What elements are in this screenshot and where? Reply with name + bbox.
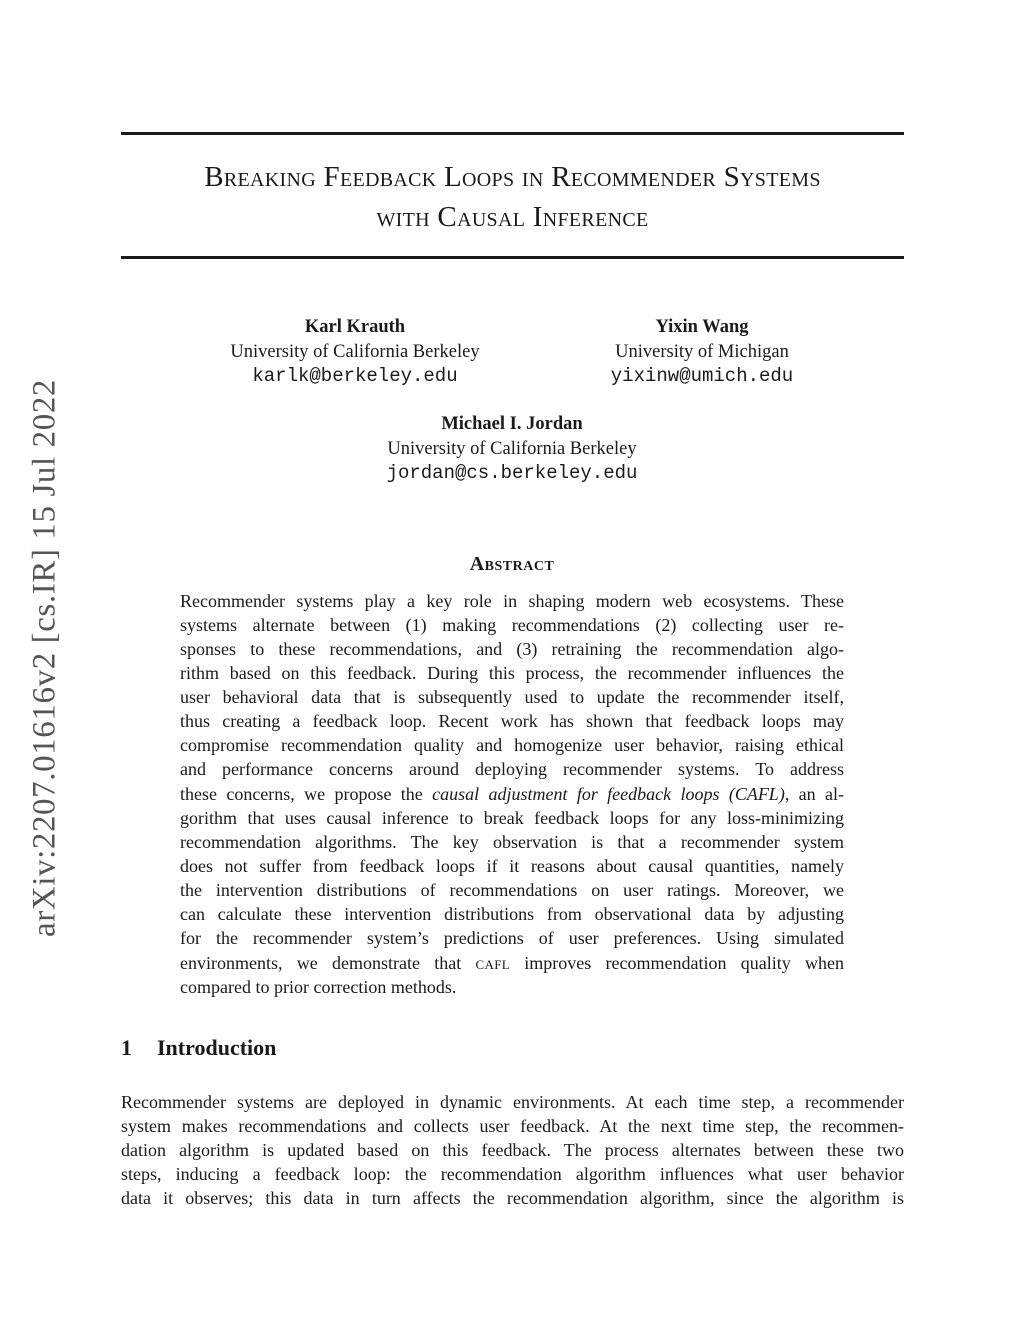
abstract-line: does not suffer from feedback loops if it reasons about causal quantities, namely: [180, 856, 844, 876]
author-affiliation: University of California Berkeley: [230, 341, 480, 362]
section-number: 1: [121, 1035, 132, 1060]
title-rule-top: [121, 132, 904, 135]
author-affiliation: University of California Berkeley: [387, 438, 637, 459]
arxiv-stamp: arXiv:2207.01616v2 [cs.IR] 15 Jul 2022: [26, 378, 63, 938]
author-email: jordan@cs.berkeley.edu: [386, 462, 638, 484]
author-block: [542, 315, 862, 389]
abstract-line: recommendation algorithms. The key observation is that a recommender system: [180, 832, 844, 852]
section-heading-introduction: [121, 1035, 276, 1061]
abstract-line: the intervention distributions of recommendations on user ratings. Moreover, we: [180, 880, 844, 900]
abstract-line: gorithm that uses causal inference to break feedback loops for any loss-minimizing: [180, 808, 844, 828]
paper-title-line-1: Breaking Feedback Loops in Recommender Systems: [204, 161, 821, 193]
author-name: Michael I. Jordan: [441, 414, 583, 434]
author-email: yixinw@umich.edu: [610, 365, 794, 387]
abstract-text: , an al-: [784, 784, 844, 804]
abstract-line: and performance concerns around deploying recommender systems. To address: [180, 759, 844, 779]
abstract-line: Recommender systems play a key role in shaping modern web ecosystems. These: [180, 591, 844, 611]
abstract-text: improves recommendation quality when: [509, 953, 844, 973]
abstract-line: rithm based on this feedback. During this process, the recommender influences the: [180, 663, 844, 683]
abstract-heading: Abstract: [469, 553, 555, 575]
intro-line: system makes recommendations and collects user feedback. At the next time step, the recommen-: [121, 1116, 904, 1136]
abstract-line: thus creating a feedback loop. Recent work has shown that feedback loops may: [180, 711, 844, 731]
abstract-line: [180, 782, 844, 806]
intro-line: data it observes; this data in turn affects the recommendation algorithm, since the algorithm is: [121, 1188, 904, 1208]
abstract-line: compared to prior correction methods.: [180, 977, 457, 997]
abstract-line: for the recommender system’s predictions of user preferences. Using simulated: [180, 928, 844, 948]
author-email: karlk@berkeley.edu: [252, 365, 458, 387]
paper-title-line-2: with Causal Inference: [376, 201, 649, 233]
section-title: Introduction: [157, 1035, 277, 1060]
abstract-text: these concerns, we propose the: [180, 784, 433, 804]
author-name: Karl Krauth: [304, 317, 406, 337]
intro-line: dation algorithm is updated based on this feedback. The process alternates between these two: [121, 1140, 904, 1160]
author-block: [352, 412, 672, 486]
intro-line: steps, inducing a feedback loop: the recommendation algorithm influences what user behavior: [121, 1164, 904, 1184]
abstract-line: systems alternate between (1) making recommendations (2) collecting user re-: [180, 615, 844, 635]
abstract-line: sponses to these recommendations, and (3) retraining the recommendation algo-: [180, 639, 844, 659]
method-acronym: cafl: [475, 953, 510, 973]
author-affiliation: University of Michigan: [615, 341, 789, 362]
intro-line: Recommender systems are deployed in dynamic environments. At each time step, a recommender: [121, 1092, 904, 1112]
abstract-line: [180, 951, 844, 975]
author-block: [195, 315, 515, 389]
abstract-line: user behavioral data that is subsequently used to update the recommender itself,: [180, 687, 844, 707]
author-name: Yixin Wang: [655, 317, 749, 337]
title-rule-bottom: [121, 256, 904, 259]
abstract-line: can calculate these intervention distributions from observational data by adjusting: [180, 904, 844, 924]
method-name-italic: causal adjustment for feedback loops (CAFL): [432, 784, 785, 804]
abstract-text: environments, we demonstrate that: [180, 953, 476, 973]
abstract-line: compromise recommendation quality and homogenize user behavior, raising ethical: [180, 735, 844, 755]
